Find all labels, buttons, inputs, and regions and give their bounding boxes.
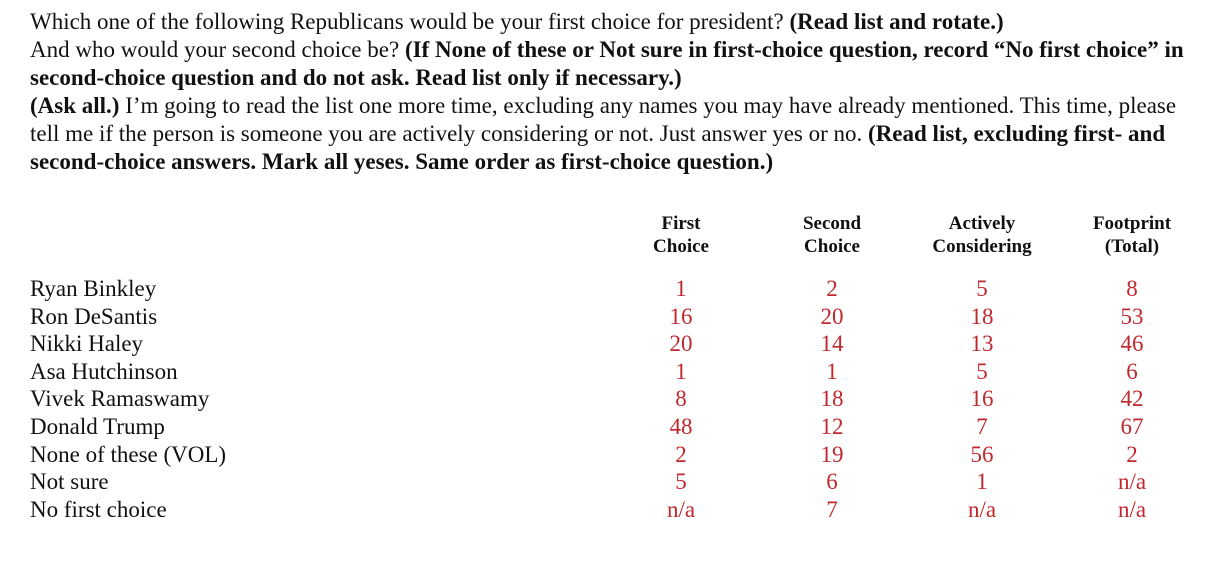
second-choice-cell: 19 bbox=[820, 441, 844, 467]
table-row bbox=[30, 275, 1210, 303]
column-header-actively-considering: Actively Considering bbox=[932, 213, 1032, 257]
row-label: Nikki Haley bbox=[30, 331, 144, 357]
first-choice-cell: 2 bbox=[675, 441, 687, 467]
second-choice-cell: 20 bbox=[820, 303, 844, 329]
table-row bbox=[30, 468, 1210, 496]
question-second-choice bbox=[30, 36, 1205, 92]
table-row bbox=[30, 385, 1210, 413]
actively-considering-cell: 1 bbox=[976, 469, 988, 495]
column-header-footprint-total: Footprint (Total) bbox=[1092, 213, 1172, 257]
footprint-total-cell: 2 bbox=[1126, 441, 1138, 467]
first-choice-cell: 20 bbox=[669, 331, 693, 357]
second-choice-cell: 6 bbox=[826, 469, 838, 495]
table-row bbox=[30, 303, 1210, 331]
row-label: None of these (VOL) bbox=[30, 441, 227, 467]
q3-text: I’m going to read the list one more time, excluding any names you may have already mentioned. This time, please tell me if the person is someone you are actively considering or not. Just answer yes or no. bbox=[30, 93, 1177, 146]
row-label: Donald Trump bbox=[30, 413, 165, 439]
second-choice-cell: 1 bbox=[826, 358, 838, 384]
actively-considering-cell: 56 bbox=[970, 441, 994, 467]
question-actively-considering bbox=[30, 92, 1205, 176]
actively-considering-cell: 7 bbox=[976, 413, 988, 439]
q2-text: And who would your second choice be? bbox=[30, 37, 405, 62]
actively-considering-cell: 16 bbox=[970, 386, 994, 412]
footprint-total-cell: 6 bbox=[1126, 358, 1138, 384]
column-header-second-choice: Second Choice bbox=[802, 213, 862, 257]
table-row bbox=[30, 496, 1210, 524]
first-choice-cell: 8 bbox=[675, 386, 687, 412]
footprint-total-cell: 46 bbox=[1120, 331, 1144, 357]
row-label: Asa Hutchinson bbox=[30, 358, 178, 384]
q2-instruction: (If None of these or Not sure in first-choice question, record “No first choice” in second-choice question and do not ask. Read list only if necessary.) bbox=[30, 37, 1184, 90]
first-choice-cell: 48 bbox=[669, 413, 693, 439]
second-choice-cell: 12 bbox=[820, 413, 844, 439]
second-choice-cell: 7 bbox=[826, 496, 838, 522]
footprint-total-cell: 67 bbox=[1120, 413, 1144, 439]
second-choice-cell: 14 bbox=[820, 331, 844, 357]
footprint-total-cell: 53 bbox=[1120, 303, 1144, 329]
actively-considering-cell: 5 bbox=[976, 358, 988, 384]
first-choice-cell: 5 bbox=[675, 469, 687, 495]
column-header-first-choice: First Choice bbox=[653, 213, 709, 257]
first-choice-cell: n/a bbox=[666, 496, 696, 522]
footprint-total-cell: 8 bbox=[1126, 276, 1138, 301]
first-choice-cell: 1 bbox=[675, 358, 687, 384]
second-choice-cell: 2 bbox=[826, 276, 838, 301]
first-choice-cell: 1 bbox=[675, 276, 687, 301]
row-label: Not sure bbox=[30, 469, 109, 495]
table-row bbox=[30, 413, 1210, 441]
table-row bbox=[30, 441, 1210, 469]
actively-considering-cell: 13 bbox=[970, 331, 994, 357]
actively-considering-cell: 18 bbox=[970, 303, 994, 329]
actively-considering-cell: n/a bbox=[967, 496, 997, 522]
q1-text: Which one of the following Republicans would be your first choice for president? bbox=[30, 9, 790, 34]
second-choice-cell: 18 bbox=[820, 386, 844, 412]
row-label: Ryan Binkley bbox=[30, 276, 157, 301]
table-row bbox=[30, 358, 1210, 386]
footprint-total-cell: n/a bbox=[1117, 496, 1147, 522]
results-table bbox=[30, 275, 1210, 523]
first-choice-cell: 16 bbox=[669, 303, 693, 329]
row-label: No first choice bbox=[30, 496, 167, 522]
q3-prefix: (Ask all.) bbox=[30, 93, 120, 118]
q3-instruction: (Read list, excluding first- and second-choice answers. Mark all yeses. Same order as first-choice question.) bbox=[30, 121, 1166, 174]
question-first-choice bbox=[30, 8, 1205, 36]
footprint-total-cell: n/a bbox=[1117, 469, 1147, 495]
row-label: Vivek Ramaswamy bbox=[30, 386, 210, 412]
table-row bbox=[30, 330, 1210, 358]
row-label: Ron DeSantis bbox=[30, 303, 158, 329]
actively-considering-cell: 5 bbox=[976, 276, 988, 301]
q1-instruction: (Read list and rotate.) bbox=[789, 9, 1004, 34]
footprint-total-cell: 42 bbox=[1120, 386, 1144, 412]
question-text bbox=[30, 8, 1205, 176]
